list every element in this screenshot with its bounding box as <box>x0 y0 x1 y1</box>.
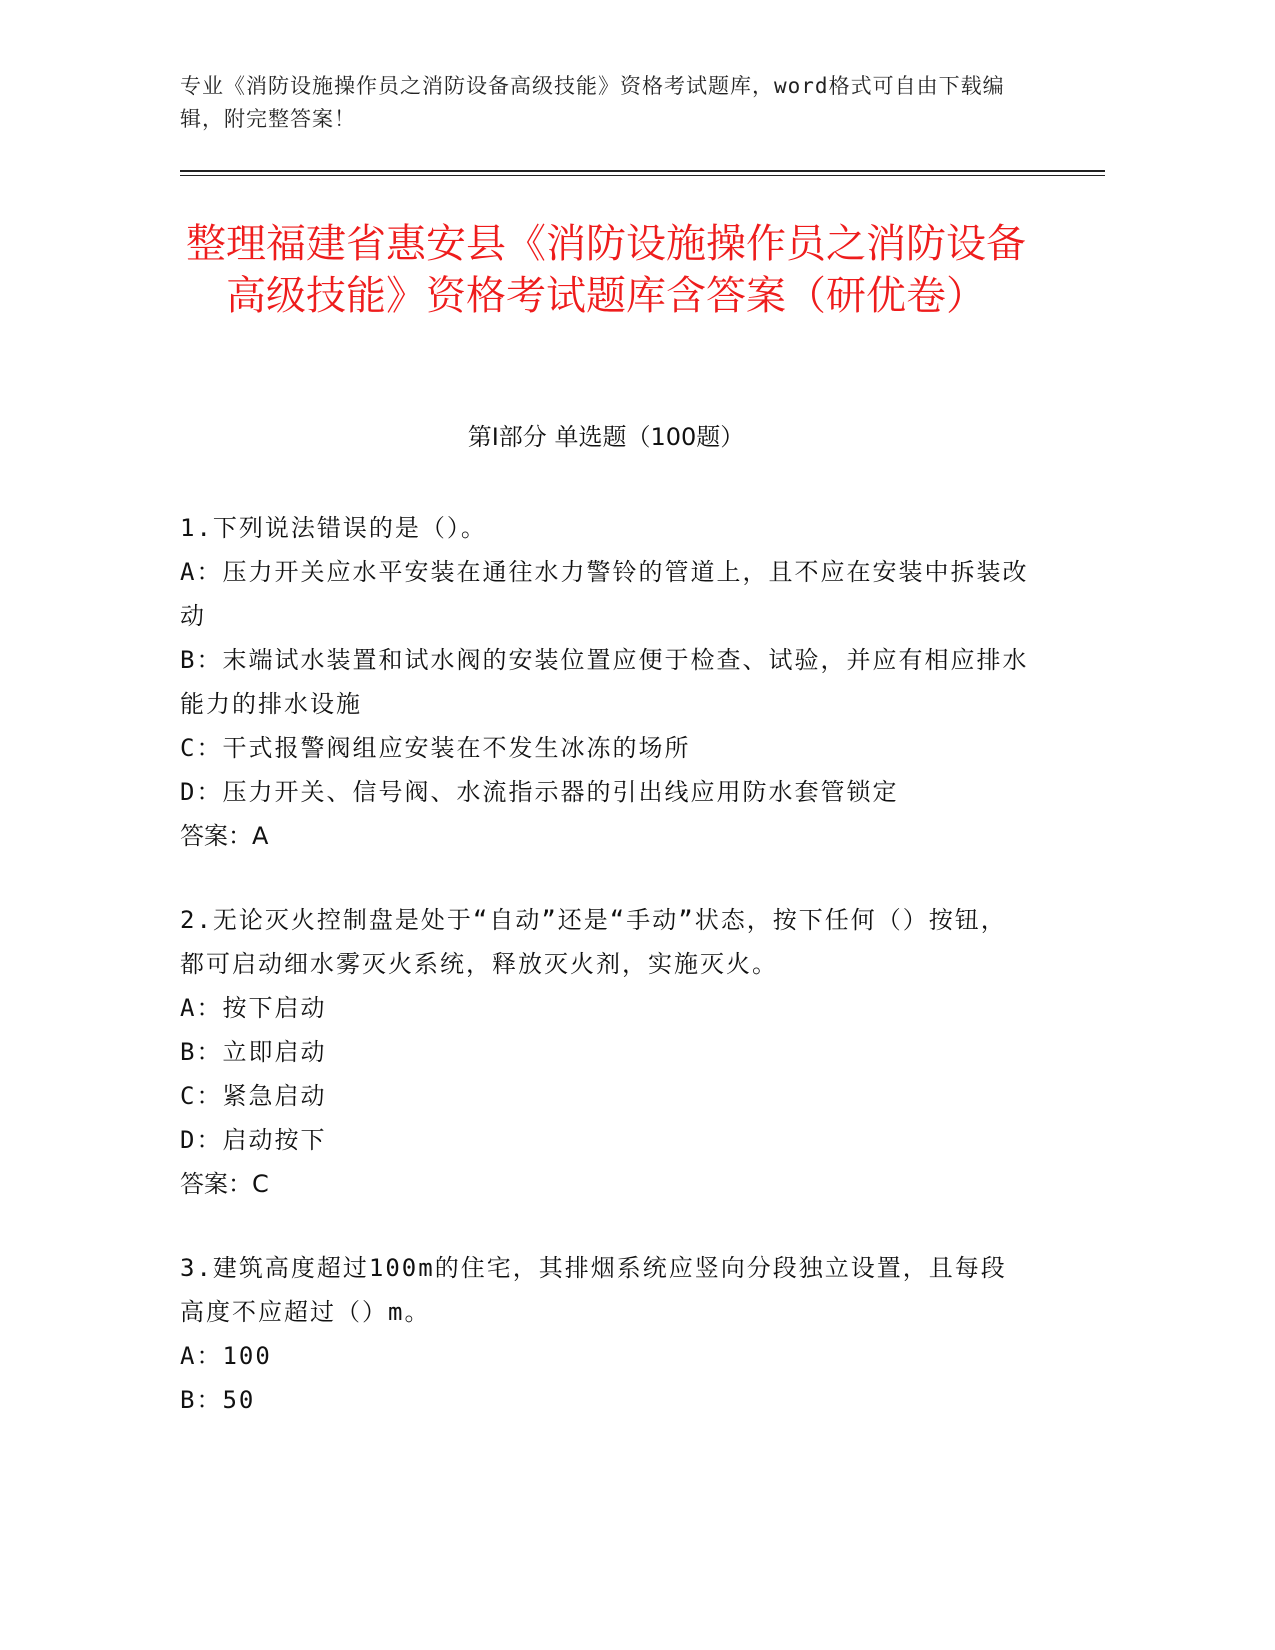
answer: 答案：C <box>180 1170 269 1198</box>
option-d: D：启动按下 <box>180 1126 327 1154</box>
section-heading: 第I部分 单选题（100题） <box>467 423 745 451</box>
header-note: 专业《消防设施操作员之消防设备高级技能》资格考试题库，word格式可自由下载编辑，附完整答案！ <box>180 74 1005 131</box>
option-b: B：末端试水装置和试水阀的安装位置应便于检查、试验，并应有相应排水能力的排水设施 <box>180 646 1029 718</box>
question-1 <box>180 506 1032 858</box>
option-d: D：压力开关、信号阀、水流指示器的引出线应用防水套管锁定 <box>180 778 899 806</box>
option-a: A：100 <box>180 1342 272 1370</box>
header-divider-thin <box>180 175 1105 176</box>
option-b: B：立即启动 <box>180 1038 327 1066</box>
question-3 <box>180 1246 1032 1422</box>
option-b: B：50 <box>180 1386 256 1414</box>
document-title: 整理福建省惠安县《消防设施操作员之消防设备高级技能》资格考试题库含答案（研优卷） <box>186 221 1026 319</box>
question-stem: 1.下列说法错误的是（）。 <box>180 514 487 542</box>
question-list <box>180 506 1032 1462</box>
header-divider-thick <box>180 170 1105 172</box>
option-a: A：压力开关应水平安装在通往水力警铃的管道上，且不应在安装中拆装改动 <box>180 558 1029 630</box>
question-2 <box>180 898 1032 1206</box>
question-stem: 3.建筑高度超过100m的住宅，其排烟系统应竖向分段独立设置，且每段高度不应超过（）m。 <box>180 1254 1007 1326</box>
question-stem: 2.无论灭火控制盘是处于“自动”还是“手动”状态，按下任何（）按钮，都可启动细水雾灭火系统，释放灭火剂，实施灭火。 <box>180 906 1007 978</box>
option-a: A：按下启动 <box>180 994 327 1022</box>
option-c: C：紧急启动 <box>180 1082 327 1110</box>
answer: 答案：A <box>180 822 269 850</box>
option-c: C：干式报警阀组应安装在不发生冰冻的场所 <box>180 734 691 762</box>
